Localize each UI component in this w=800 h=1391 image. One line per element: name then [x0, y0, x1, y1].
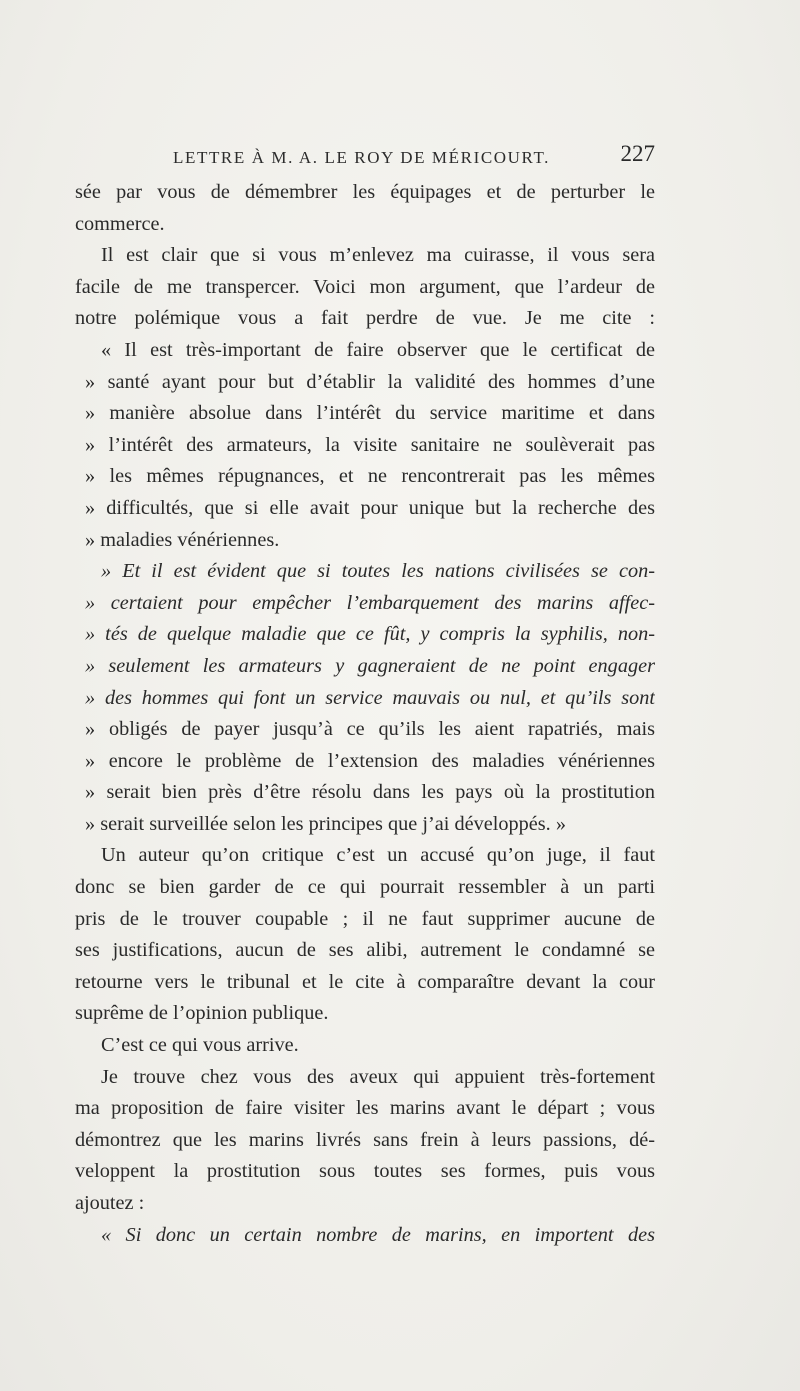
text-line: ajoutez : — [75, 1192, 145, 1214]
text-line: notre polémique vous a fait perdre de vue. Je me cite : — [75, 307, 655, 330]
quote-line: » serait bien près d’être résolu dans les pays où la prostitution — [85, 781, 655, 804]
text-line: ses justifications, aucun de ses alibi, autrement le condamné se — [75, 939, 655, 962]
text-line: Il est clair que si vous m’enlevez ma cuirasse, il vous sera — [101, 244, 655, 267]
quote-line: » les mêmes répugnances, et ne rencontrerait pas les mêmes — [85, 465, 655, 488]
quote-line-italic: » seulement les armateurs y gagneraient de ne point engager — [85, 654, 655, 677]
quote-line: » difficultés, que si elle avait pour unique but la recherche des — [85, 496, 655, 519]
text-line: veloppent la prostitution sous toutes ses formes, puis vous — [75, 1160, 655, 1183]
quote-line-italic: » tés de quelque maladie que ce fût, y compris la syphilis, non- — [85, 623, 655, 646]
quote-line: » manière absolue dans l’intérêt du service maritime et dans — [85, 402, 655, 425]
quote-line-italic: » des hommes qui font un service mauvais ou nul, et qu’ils sont — [85, 686, 655, 709]
quote-line-italic: « Si donc un certain nombre de marins, en importent des — [101, 1223, 655, 1246]
quote-line: » santé ayant pour but d’établir la validité des hommes d’une — [85, 370, 655, 393]
text-line: démontrez que les marins livrés sans frein à leurs passions, dé- — [75, 1128, 655, 1151]
page-header — [75, 138, 655, 178]
text-line: C’est ce qui vous arrive. — [101, 1034, 299, 1057]
quote-line-italic: » Et il est évident que si toutes les nations civilisées se con- — [101, 560, 655, 583]
quote-line-italic: » certaient pour empêcher l’embarquement des marins affec- — [85, 591, 655, 614]
text-line: retourne vers le tribunal et le cite à comparaître devant la cour — [75, 970, 655, 993]
text-line: ma proposition de faire visiter les marins avant le départ ; vous — [75, 1097, 655, 1120]
text-line: commerce. — [75, 212, 165, 235]
text-line: Un auteur qu’on critique c’est un accusé qu’on juge, il faut — [101, 844, 655, 867]
page-number: 227 — [620, 141, 655, 166]
quote-line: » obligés de payer jusqu’à ce qu’ils les aient rapatriés, mais — [85, 718, 655, 741]
quote-line: » encore le problème de l’extension des maladies vénériennes — [85, 749, 655, 772]
quote-line: » serait surveillée selon les principes que j’ai développés. » — [85, 812, 566, 835]
text-line: donc se bien garder de ce qui pourrait ressembler à un parti — [75, 876, 655, 899]
text-line: sée par vous de démembrer les équipages et de perturber le — [75, 181, 655, 203]
quote-line: » l’intérêt des armateurs, la visite sanitaire ne soulèverait pas — [85, 433, 655, 456]
quote-line: » maladies vénériennes. — [85, 528, 280, 551]
text-line: pris de le trouver coupable ; il ne faut supprimer aucune de — [75, 907, 655, 930]
text-line: suprême de l’opinion publique. — [75, 1002, 329, 1025]
running-head: LETTRE À M. A. LE ROY DE MÉRICOURT. — [173, 148, 551, 167]
quote-line: « Il est très-important de faire observer que le certificat de — [101, 338, 655, 361]
text-line: Je trouve chez vous des aveux qui appuient très-fortement — [101, 1065, 655, 1088]
body-text — [75, 177, 655, 1251]
text-line: facile de me transpercer. Voici mon argument, que l’ardeur de — [75, 275, 655, 298]
